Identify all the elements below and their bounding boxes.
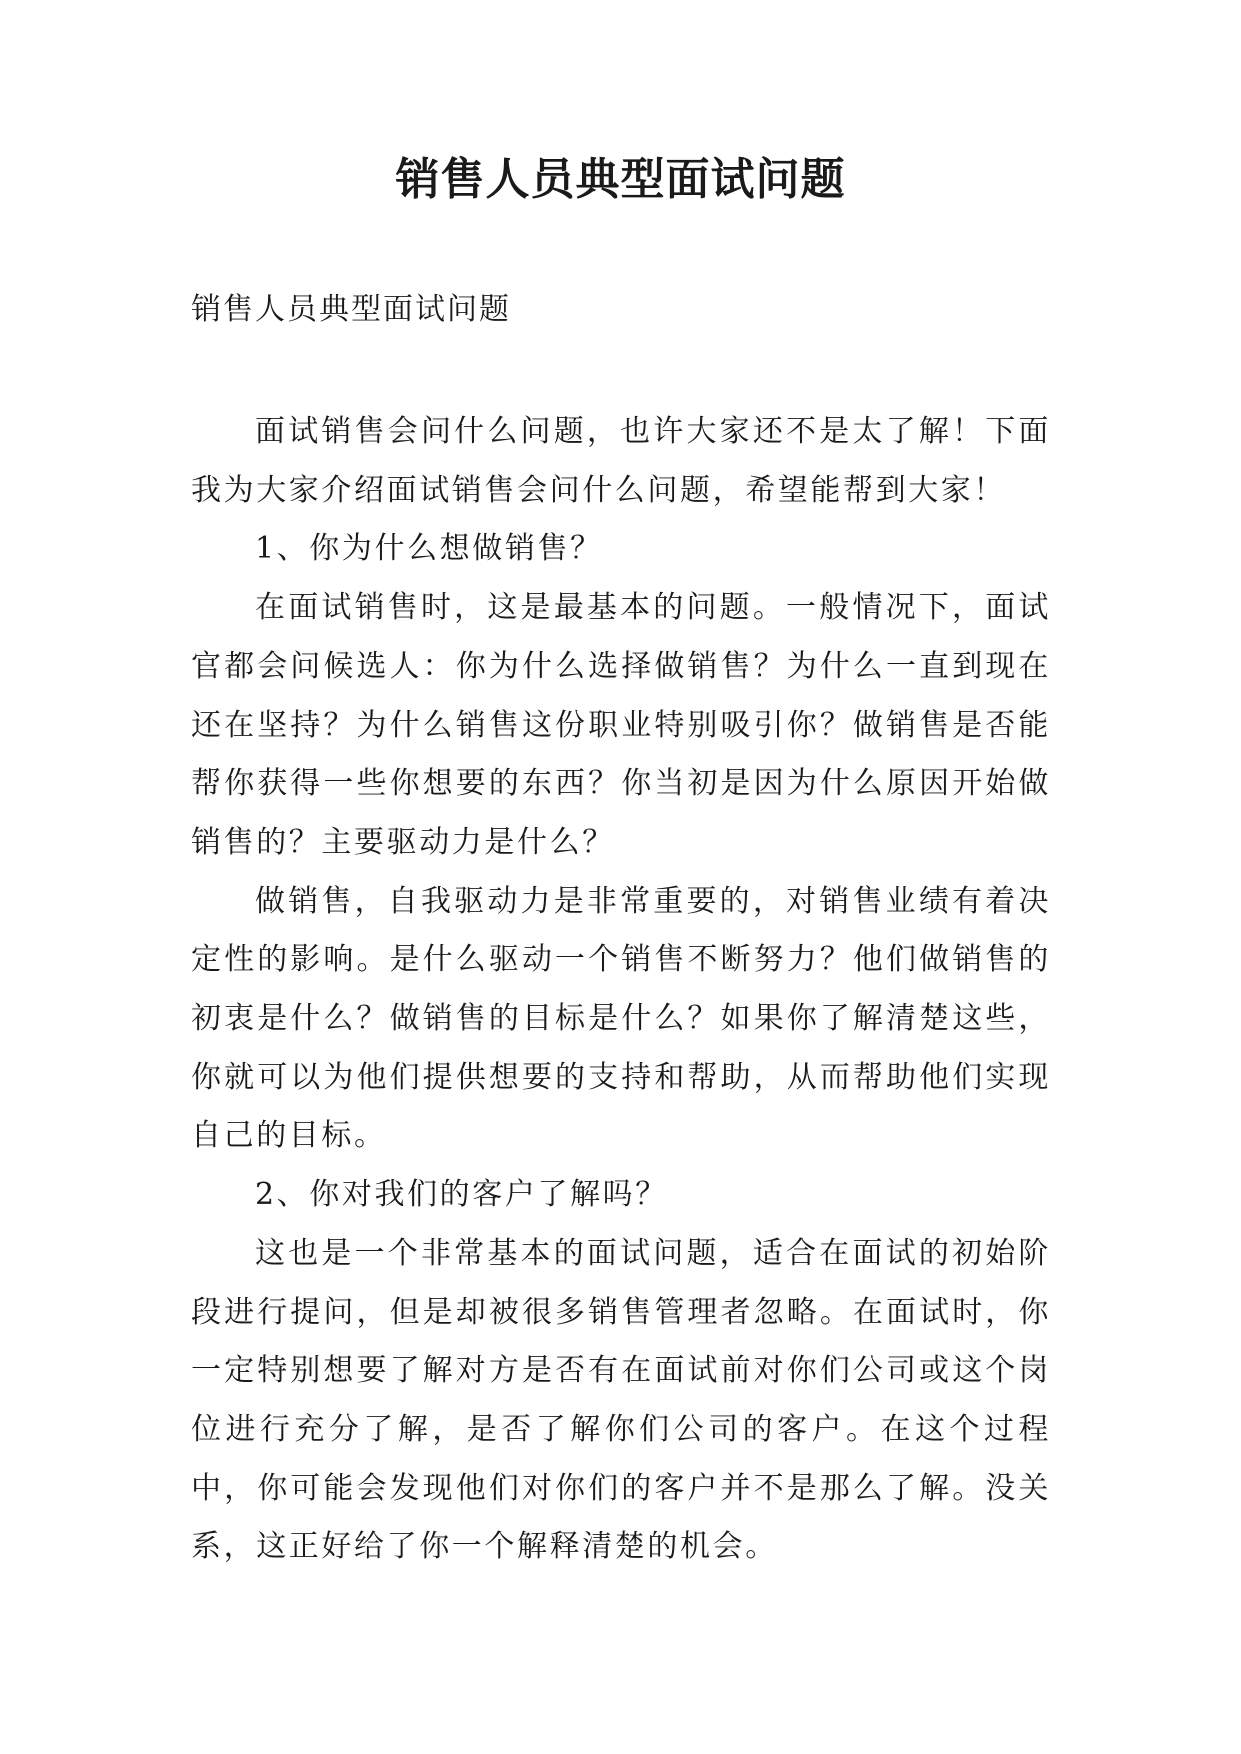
document-title: 销售人员典型面试问题 (395, 154, 846, 205)
question-heading-1: 1、你为什么想做销售？ (255, 531, 603, 567)
paragraph-intro: 面试销售会问什么问题，也许大家还不是太了解！下面我为大家介绍面试销售会问什么问题，希望能帮到大家！ (191, 414, 1051, 508)
paragraph-answer-1a: 在面试销售时，这是最基本的问题。一般情况下，面试官都会问候选人：你为什么选择做销售？为什么一直到现在还在坚持？为什么销售这份职业特别吸引你？做销售是否能帮你获得一些你想要的东西？你当初是因为什么原因开始做销售的？主要驱动力是什么？ (191, 590, 1051, 860)
question-heading-2: 2、你对我们的客户了解吗？ (255, 1177, 668, 1213)
document-subtitle: 销售人员典型面试问题 (191, 292, 511, 327)
paragraph-answer-2: 这也是一个非常基本的面试问题，适合在面试的初始阶段进行提问，但是却被很多销售管理者忽略。在面试时，你一定特别想要了解对方是否有在面试前对你们公司或这个岗位进行充分了解，是否了解你们公司的客户。在这个过程中，你可能会发现他们对你们的客户并不是那么了解。没关系，这正好给了你一个解释清楚的机会。 (191, 1235, 1051, 1565)
document-body (191, 403, 1051, 1577)
paragraph-answer-1b: 做销售，自我驱动力是非常重要的，对销售业绩有着决定性的影响。是什么驱动一个销售不断努力？他们做销售的初衷是什么？做销售的目标是什么？如果你了解清楚这些，你就可以为他们提供想要的支持和帮助，从而帮助他们实现自己的目标。 (191, 883, 1051, 1154)
